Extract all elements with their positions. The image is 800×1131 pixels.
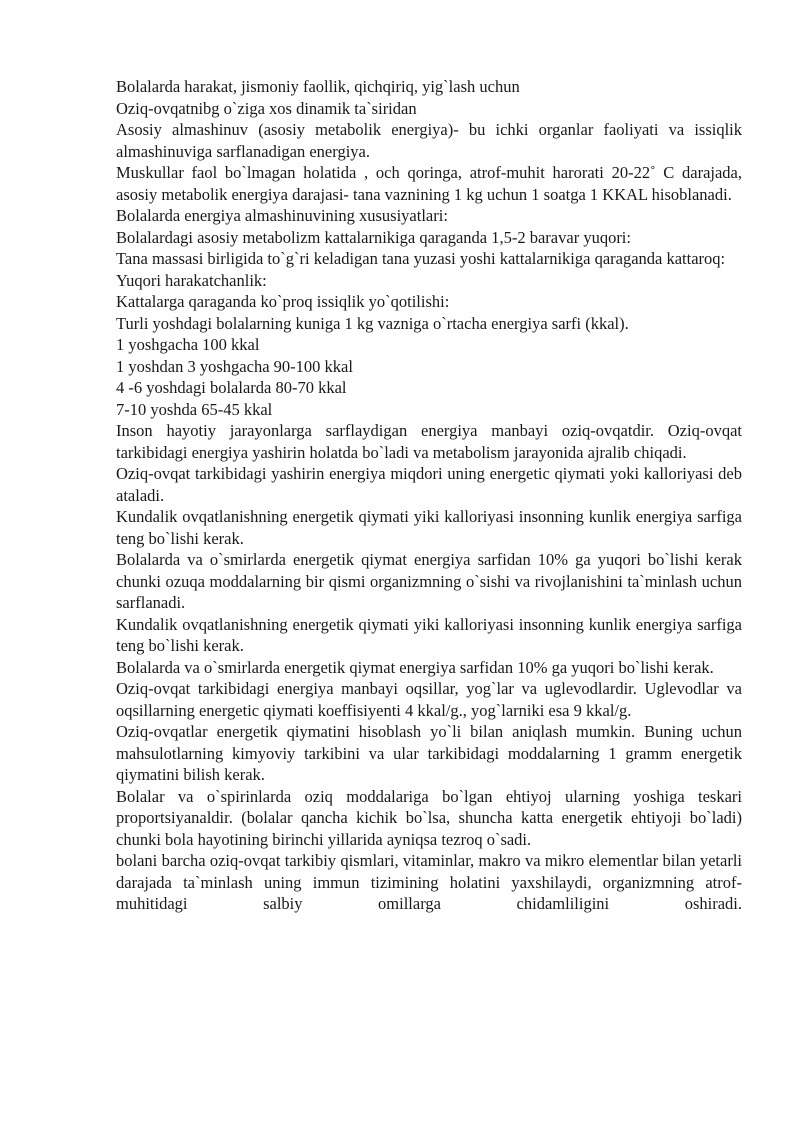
list-item: 7-10 yoshda 65-45 kkal: [116, 399, 273, 419]
paragraph: Turli yoshdagi bolalarning kuniga 1 kg vazniga o`rtacha energiya sarfi (kkal).: [116, 313, 629, 333]
paragraph: Kattalarga qaraganda ko`proq issiqlik yo`qotilishi:: [116, 292, 450, 311]
list-item: 1 yoshgacha 100 kkal: [116, 335, 260, 354]
paragraph: Tana massasi birligida to`g`ri keladigan tana yuzasi yoshi kattalarnikiga qaraganda kattaroq:: [116, 249, 726, 268]
paragraph: Oziq-ovqatlar energetik qiymatini hisoblash yo`li bilan aniqlash mumkin. Buning uchun mahsulotlarning kimyoviy tarkibini va ular tarkibidagi moddalarning 1 gramm energetik qiymatini bilish kerak.: [116, 722, 742, 784]
paragraph: Kundalik ovqatlanishning energetik qiymati yiki kalloriyasi insonning kunlik energiya sarfiga teng bo`lishi kerak.: [116, 507, 742, 548]
paragraph: Bolalarda harakat, jismoniy faollik, qichqiriq, yig`lash uchun: [116, 77, 520, 96]
document-body: [116, 76, 742, 915]
paragraph: Bolalarda va o`smirlarda energetik qiymat energiya sarfidan 10% ga yuqori bo`lishi kerak.: [116, 657, 714, 677]
paragraph: Oziq-ovqat tarkibidagi energiya manbayi oqsillar, yog`lar va uglevodlardir. Uglevodlar va oqsillarning energetic qiymati koeffisiyenti 4 kkal/g., yog`larniki esa 9 kkal/g.: [116, 679, 742, 720]
paragraph: bolani barcha oziq-ovqat tarkibiy qismlari, vitaminlar, makro va mikro elementlar bilan yetarli darajada ta`minlash uning immun tizimining holatini yaxshilaydi, organizmning atrof-muhitidagi salbiy omillarga chidamliligini oshiradi.: [116, 851, 742, 913]
paragraph: Bolalar va o`spirinlarda oziq moddalariga bo`lgan ehtiyoj ularning yoshiga teskari proportsiyanaldir. (bolalar qancha kichik bo`lsa, shuncha katta energetik ehtiyoji bo`ladi) chunki bola hayotining birinchi yillarida ayniqsa tezroq o`sadi.: [116, 786, 742, 849]
paragraph: Oziq-ovqatnibg o`ziga xos dinamik ta`siridan: [116, 98, 417, 118]
paragraph: Yuqori harakatchanlik:: [116, 270, 267, 290]
paragraph: Bolalarda energiya almashinuvining xususiyatlari:: [116, 206, 448, 225]
list-item: 1 yoshdan 3 yoshgacha 90-100 kkal: [116, 356, 353, 376]
paragraph: Inson hayotiy jarayonlarga sarflaydigan energiya manbayi oziq-ovqatdir. Oziq-ovqat tarkibidagi energiya yashirin holatda bo`ladi va metabolism jarayonida ajralib chiqadi.: [116, 421, 742, 462]
paragraph: Oziq-ovqat tarkibidagi yashirin energiya miqdori uning energetic qiymati yoki kalloriyasi deb ataladi.: [116, 464, 742, 505]
list-item: 4 -6 yoshdagi bolalarda 80-70 kkal: [116, 378, 347, 397]
paragraph: Asosiy almashinuv (asosiy metabolik energiya)- bu ichki organlar faoliyati va issiqlik almashinuviga sarflanadigan energiya.: [116, 120, 742, 161]
paragraph: Kundalik ovqatlanishning energetik qiymati yiki kalloriyasi insonning kunlik energiya sarfiga teng bo`lishi kerak.: [116, 614, 742, 655]
paragraph: Bolalarda va o`smirlarda energetik qiymat energiya sarfidan 10% ga yuqori bo`lishi kerak chunki ozuqa moddalarning bir qismi organizmning o`sishi va rivojlanishini ta`minlash uchun sarflanadi.: [116, 550, 742, 612]
paragraph: Muskullar faol bo`lmagan holatida , och qoringa, atrof-muhit harorati 20-22˚ C darajada, asosiy metabolik energiya darajasi- tana vaznining 1 kg uchun 1 soatga 1 KKAL hisoblanadi.: [116, 163, 742, 204]
paragraph: Bolalardagi asosiy metabolizm kattalarnikiga qaraganda 1,5-2 baravar yuqori:: [116, 227, 631, 247]
